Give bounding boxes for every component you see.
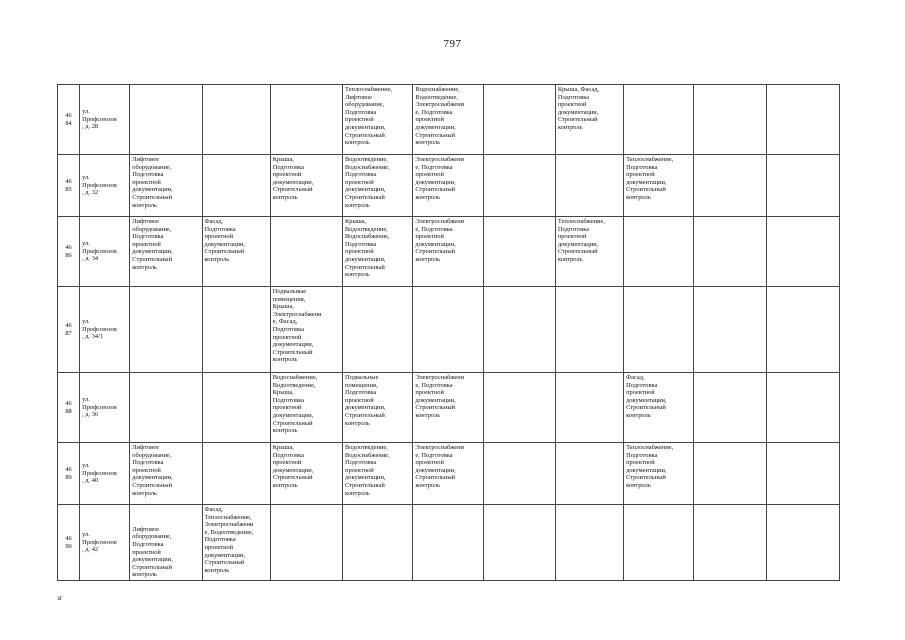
row-number-cell: 46 86 xyxy=(58,217,80,287)
work-cell xyxy=(694,443,766,505)
work-cell: Электроснабжени е, Подготовка проектной документации, Строительный контроль xyxy=(413,373,483,443)
works-schedule-table xyxy=(57,84,840,581)
work-cell xyxy=(624,287,694,373)
work-cell: Электроснабжени е, Подготовка проектной документации, Строительный контроль xyxy=(413,217,483,287)
work-cell: Крыша, Фасад, Подготовка проектной документации, Строительный контроль xyxy=(555,85,623,155)
table-row xyxy=(58,85,840,155)
work-cell xyxy=(270,85,342,155)
work-cell xyxy=(483,85,555,155)
work-cell xyxy=(202,373,270,443)
work-cell xyxy=(555,155,623,217)
work-cell xyxy=(694,505,766,581)
work-cell: Теплоснабжение, Подготовка проектной документации, Строительный контроль xyxy=(624,155,694,217)
address-cell: ул. Профсоюзов , д. 42 xyxy=(80,505,130,581)
address-cell: ул. Профсоюзов , д. 32 xyxy=(80,155,130,217)
work-cell xyxy=(343,505,413,581)
table-row xyxy=(58,155,840,217)
work-cell: Водоотведение, Водоснабжение, Подготовка проектной документации, Строительный контроль xyxy=(343,155,413,217)
row-number-cell: 46 90 xyxy=(58,505,80,581)
work-cell xyxy=(624,85,694,155)
work-cell xyxy=(483,155,555,217)
work-cell xyxy=(202,443,270,505)
work-cell: Теплоснабжение, Подготовка проектной документации, Строительный контроль xyxy=(555,217,623,287)
work-cell xyxy=(624,505,694,581)
row-number-cell: 46 88 xyxy=(58,373,80,443)
table-row xyxy=(58,443,840,505)
row-number-cell: 46 84 xyxy=(58,85,80,155)
work-cell xyxy=(130,287,202,373)
work-cell xyxy=(766,287,839,373)
table-row xyxy=(58,373,840,443)
work-cell xyxy=(130,373,202,443)
work-cell xyxy=(555,287,623,373)
work-cell xyxy=(694,217,766,287)
work-cell: Крыша, Подготовка проектной документации, Строительный контроль xyxy=(270,155,342,217)
work-cell xyxy=(270,217,342,287)
work-cell: Водоснабжение, Водоотведение, Электроснабжени е, Подготовка проектной документации, Строительный контроль xyxy=(413,85,483,155)
work-cell: Лифтовое оборудование, Подготовка проектной документации, Строительный контроль xyxy=(130,505,202,581)
address-cell: ул. Профсоюзов , д. 34/1 xyxy=(80,287,130,373)
work-cell: Водоснабжение, Водоотведение, Крыша, Подготовка проектной документации, Строительный контроль xyxy=(270,373,342,443)
address-cell: ул. Профсоюзов , д. 28 xyxy=(80,85,130,155)
work-cell xyxy=(413,287,483,373)
address-cell: ул. Профсоюзов , д. 40 xyxy=(80,443,130,505)
work-cell xyxy=(766,505,839,581)
work-cell xyxy=(766,85,839,155)
work-cell xyxy=(202,287,270,373)
work-cell: Лифтовое оборудование, Подготовка проектной документации, Строительный контроль xyxy=(130,443,202,505)
table-row xyxy=(58,287,840,373)
work-cell xyxy=(694,85,766,155)
work-cell: Теплоснабжение, Лифтовое оборудование, Подготовка проектной документации, Строительный контроль xyxy=(343,85,413,155)
work-cell xyxy=(555,505,623,581)
row-number-cell: 46 87 xyxy=(58,287,80,373)
work-cell xyxy=(343,287,413,373)
table-body xyxy=(58,85,840,581)
work-cell xyxy=(130,85,202,155)
table-row xyxy=(58,217,840,287)
work-cell: Фасад, Подготовка проектной документации, Строительный контроль xyxy=(624,373,694,443)
work-cell: Лифтовое оборудование, Подготовка проектной документации, Строительный контроль xyxy=(130,155,202,217)
work-cell xyxy=(624,217,694,287)
footer-mark: зг xyxy=(57,594,63,602)
work-cell xyxy=(483,217,555,287)
work-cell: Лифтовое оборудование, Подготовка проектной документации, Строительный контроль xyxy=(130,217,202,287)
work-cell xyxy=(766,155,839,217)
work-cell xyxy=(694,373,766,443)
work-cell xyxy=(766,217,839,287)
work-cell: Фасад, Подготовка проектной документации, Строительный контроль xyxy=(202,217,270,287)
work-cell xyxy=(483,373,555,443)
work-cell xyxy=(202,85,270,155)
work-cell xyxy=(694,287,766,373)
work-cell: Подвальные помещения, Крыша, Электроснабжени е, Фасад, Подготовка проектной документации, Строительный контроль xyxy=(270,287,342,373)
row-number-cell: 46 85 xyxy=(58,155,80,217)
work-cell xyxy=(766,373,839,443)
work-cell: Фасад, Теплоснабжение, Электроснабжени е, Водоотведение, Подготовка проектной документации, Строительный контроль xyxy=(202,505,270,581)
work-cell xyxy=(766,443,839,505)
address-cell: ул. Профсоюзов , д. 36 xyxy=(80,373,130,443)
work-cell xyxy=(270,505,342,581)
work-cell xyxy=(483,443,555,505)
row-number-cell: 46 89 xyxy=(58,443,80,505)
page-number: 797 xyxy=(443,38,462,50)
work-cell: Водоотведение, Водоснабжение, Подготовка проектной документации, Строительный контроль xyxy=(343,443,413,505)
work-cell: Теплоснабжение, Подготовка проектной документации, Строительный контроль xyxy=(624,443,694,505)
work-cell: Крыша, Водоотведение, Водоснабжение, Подготовка проектной документации, Строительный контроль xyxy=(343,217,413,287)
work-cell: Крыша, Подготовка проектной документации, Строительный контроль xyxy=(270,443,342,505)
work-cell: Электроснабжени е, Подготовка проектной документации, Строительный контроль xyxy=(413,443,483,505)
work-cell: Подвальные помещения, Подготовка проектной документации, Строительный контроль xyxy=(343,373,413,443)
table-row xyxy=(58,505,840,581)
work-cell xyxy=(483,287,555,373)
address-cell: ул. Профсоюзов , д. 34 xyxy=(80,217,130,287)
work-cell xyxy=(555,373,623,443)
work-cell xyxy=(413,505,483,581)
work-cell: Электроснабжени е, Подготовка проектной документации, Строительный контроль xyxy=(413,155,483,217)
work-cell xyxy=(202,155,270,217)
work-cell xyxy=(694,155,766,217)
work-cell xyxy=(555,443,623,505)
work-cell xyxy=(483,505,555,581)
